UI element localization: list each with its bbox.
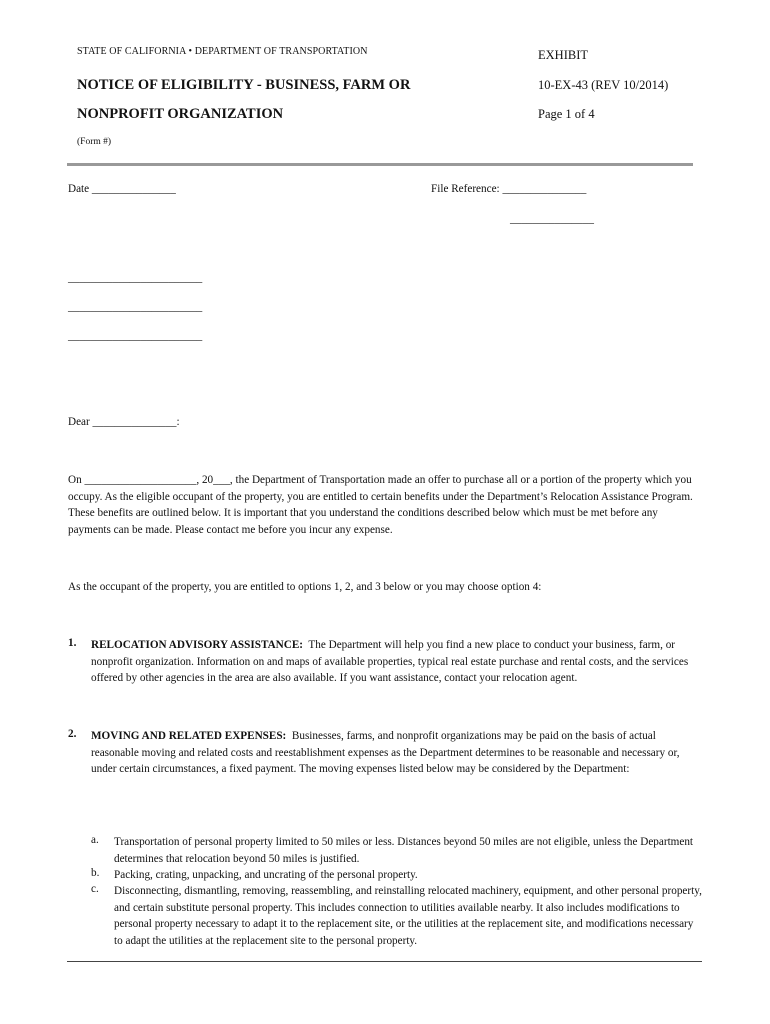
agency-header: STATE OF CALIFORNIA • DEPARTMENT OF TRANSPORTATION [77,46,368,57]
item-moving-expenses [91,728,703,778]
item-number: 1. [68,637,77,649]
form-code: 10-EX-43 (REV 10/2014) [538,78,669,92]
item-heading: MOVING AND RELATED EXPENSES: [91,730,287,742]
address-line-3: ________________________ [68,330,203,342]
document-title-line2: NONPROFIT ORGANIZATION [77,106,284,122]
file-reference-field: File Reference: _______________ [431,183,587,195]
subitem-letter: c. [91,883,99,895]
salutation: Dear _______________: [68,416,180,428]
subitem-text: Transportation of personal property limited to 50 miles or less. Distances beyond 50 miles are not eligible, unless the Department determines that relocation beyond 50 miles is justified. [114,836,694,865]
subitem-letter: a. [91,834,99,846]
options-paragraph: As the occupant of the property, you are entitled to options 1, 2, and 3 below or you may choose option 4: [68,581,542,593]
item-heading: RELOCATION ADVISORY ASSISTANCE: [91,639,304,651]
date-field: Date _______________ [68,183,176,195]
item-text: Businesses, farms, and nonprofit organizations may be paid on the basis of actual reasonable moving and related costs and reestablishment expenses as the Department determines to be reasonable and necessary or, under certain circumstances, a fixed payment. The moving expenses listed below may be considered by the Department: [91,730,680,775]
address-line-2: ________________________ [68,301,203,313]
footer-divider [67,961,702,962]
file-reference-line2: _______________ [510,213,594,225]
item-number: 2. [68,728,77,740]
item-text: The Department will help you find a new place to conduct your business, farm, or nonprofit organization. Information on and maps of available properties, typical real estate purchase and rental costs, and the services offered by other agencies in the area are also available. If you want assistance, contact your relocation agent. [91,639,689,684]
intro-paragraph: On ____________________, 20___, the Department of Transportation made an offer to purchase all or a portion of the property which you occupy. As the eligible occupant of the property, you are entitled to certain benefits under the Department’s Relocation Assistance Program. These benefits are outlined below. It is important that you understand the conditions described below which must be met before any payments can be made. Please contact me before you incur any expense. [68,474,693,536]
document-title-line1: NOTICE OF ELIGIBILITY - BUSINESS, FARM OR [77,77,411,93]
page-indicator: Page 1 of 4 [538,107,595,121]
subitem-text: Packing, crating, unpacking, and uncrating of the personal property. [114,869,418,881]
header-divider [67,163,693,166]
form-number: (Form #) [77,137,112,147]
address-line-1: ________________________ [68,272,203,284]
exhibit-label: EXHIBIT [538,48,588,62]
subitem-letter: b. [91,867,100,879]
subitem-text: Disconnecting, dismantling, removing, reassembling, and reinstalling relocated machinery, equipment, and other personal property, and certain substitute personal property. This includes connection to utilities available nearby. It also includes modifications to personal property necessary to adapt it to the replacement site, or the utilities at the replacement site, and modifications necessary to adapt the utilities at the replacement site to the personal property. [114,885,702,947]
item-relocation-advisory [91,637,703,687]
